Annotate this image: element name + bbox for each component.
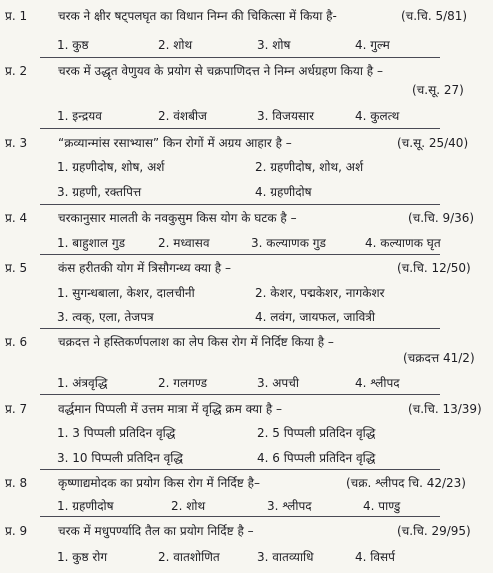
question-text: चक्रदत्त ने हस्तिकर्णपलाश का लेप किस रोग में निर्दिष्ट किया है – — [58, 335, 334, 349]
question-number: प्र. 3 — [5, 136, 28, 150]
option-4: 4. ग्रहणीदोष — [255, 185, 312, 199]
reference: (च.सू. 25/40) — [397, 136, 469, 150]
option-2: 2. शोथ — [158, 38, 193, 52]
reference: (चक्रदत्त 41/2) — [403, 351, 475, 365]
option-2: 2. गलगण्ड — [158, 376, 208, 390]
divider — [40, 57, 440, 58]
option-1: 1. कुष्ठ रोग — [57, 550, 108, 564]
option-3: 3. त्वक्, एला, तेजपत्र — [57, 310, 154, 324]
question-number: प्र. 4 — [5, 211, 28, 225]
option-2: 2. ग्रहणीदोष, शोथ, अर्श — [255, 160, 364, 174]
reference: (च.चि. 12/50) — [397, 261, 471, 275]
option-3: 3. श्लीपद — [267, 499, 312, 513]
option-1: 1. ग्रहणीदोष, शोष, अर्श — [57, 160, 165, 174]
option-4: 4. गुल्म — [355, 38, 390, 52]
divider — [40, 204, 440, 205]
option-2: 2. वातशोणित — [158, 550, 220, 564]
option-4: 4. श्लीपद — [355, 376, 400, 390]
option-2: 2. शोथ — [171, 499, 206, 513]
option-4: 4. कुलत्थ — [355, 109, 400, 123]
reference: (च.चि. 13/39) — [408, 402, 482, 416]
option-3: 3. कल्याणक गुड — [251, 236, 326, 250]
reference: (च.चि. 29/95) — [397, 524, 471, 538]
question-text: कंस हरीतकी योग में त्रिसौगन्ध्य क्या है – — [58, 261, 231, 275]
question-text: चरक में मधुपर्ण्यादि तैल का प्रयोग निर्दिष्ट है – — [58, 524, 254, 538]
question-text: चरक ने क्षीर षट्पलघृत का विधान निम्न की चिकित्सा में किया है- — [58, 9, 337, 23]
option-4: 4. कल्याणक घृत — [365, 236, 441, 250]
option-4: 4. पाण्डु — [363, 499, 401, 513]
option-1: 1. सुगन्धबाला, केशर, दालचीनी — [57, 286, 195, 300]
question-number: प्र. 6 — [5, 335, 28, 349]
question-number: प्र. 1 — [5, 9, 28, 23]
question-number: प्र. 2 — [5, 64, 28, 78]
option-3: 3. 10 पिप्पली प्रतिदिन वृद्धि — [57, 451, 183, 465]
option-1: 1. 3 पिप्पली प्रतिदिन वृद्धि — [57, 426, 176, 440]
option-3: 3. ग्रहणी, रक्तपित्त — [57, 185, 142, 199]
option-2: 2. मध्वासव — [158, 236, 210, 250]
reference: (च.चि. 5/81) — [401, 9, 468, 23]
divider — [40, 516, 440, 517]
option-1: 1. ग्रहणीदोष — [57, 499, 114, 513]
reference: (च.सू. 27) — [412, 83, 464, 97]
question-text: चरक में उद्धृत वेणुयव के प्रयोग से चक्रपाणिदत्त ने निम्न अर्धग्रहण किया है – — [58, 64, 383, 78]
option-3: 3. विजयसार — [257, 109, 315, 123]
divider — [40, 128, 440, 129]
option-4: 4. 6 पिप्पली प्रतिदिन वृद्धि — [257, 451, 376, 465]
option-4: 4. विसर्प — [355, 550, 395, 564]
question-number: प्र. 9 — [5, 524, 28, 538]
question-text: “क्रव्यान्मांस रसाभ्यास” किन रोगों में अग्रय आहार है – — [58, 136, 292, 150]
divider — [40, 328, 440, 329]
option-1: 1. अंत्रवृद्धि — [57, 376, 108, 390]
option-4: 4. लवंग, जायफल, जावित्री — [255, 310, 375, 324]
divider — [40, 469, 440, 470]
option-3: 3. वातव्याधि — [257, 550, 314, 564]
reference: (चक्र. श्लीपद चि. 42/23) — [346, 476, 466, 490]
option-1: 1. कुष्ठ — [57, 38, 89, 52]
reference: (च.चि. 9/36) — [408, 211, 475, 225]
option-2: 2. केशर, पद्मकेशर, नागकेशर — [255, 286, 385, 300]
question-number: प्र. 7 — [5, 402, 28, 416]
question-text: कृष्णाद्यमोदक का प्रयोग किस रोग में निर्दिष्ट है– — [58, 476, 260, 490]
option-3: 3. अपची — [257, 376, 299, 390]
option-3: 3. शोष — [257, 38, 291, 52]
option-1: 1. इन्द्रयव — [57, 109, 102, 123]
option-2: 2. वंशबीज — [158, 109, 207, 123]
option-2: 2. 5 पिप्पली प्रतिदिन वृद्धि — [257, 426, 376, 440]
question-text: वर्द्धमान पिप्पली में उत्तम मात्रा में वृद्धि क्रम क्या है – — [58, 402, 283, 416]
divider — [40, 394, 440, 395]
question-number: प्र. 5 — [5, 261, 28, 275]
divider — [40, 254, 440, 255]
question-text: चरकानुसार मालती के नवकुसुम किस योग के घटक है – — [58, 211, 297, 225]
option-1: 1. बाहुशाल गुड — [57, 236, 125, 250]
question-number: प्र. 8 — [5, 476, 28, 490]
